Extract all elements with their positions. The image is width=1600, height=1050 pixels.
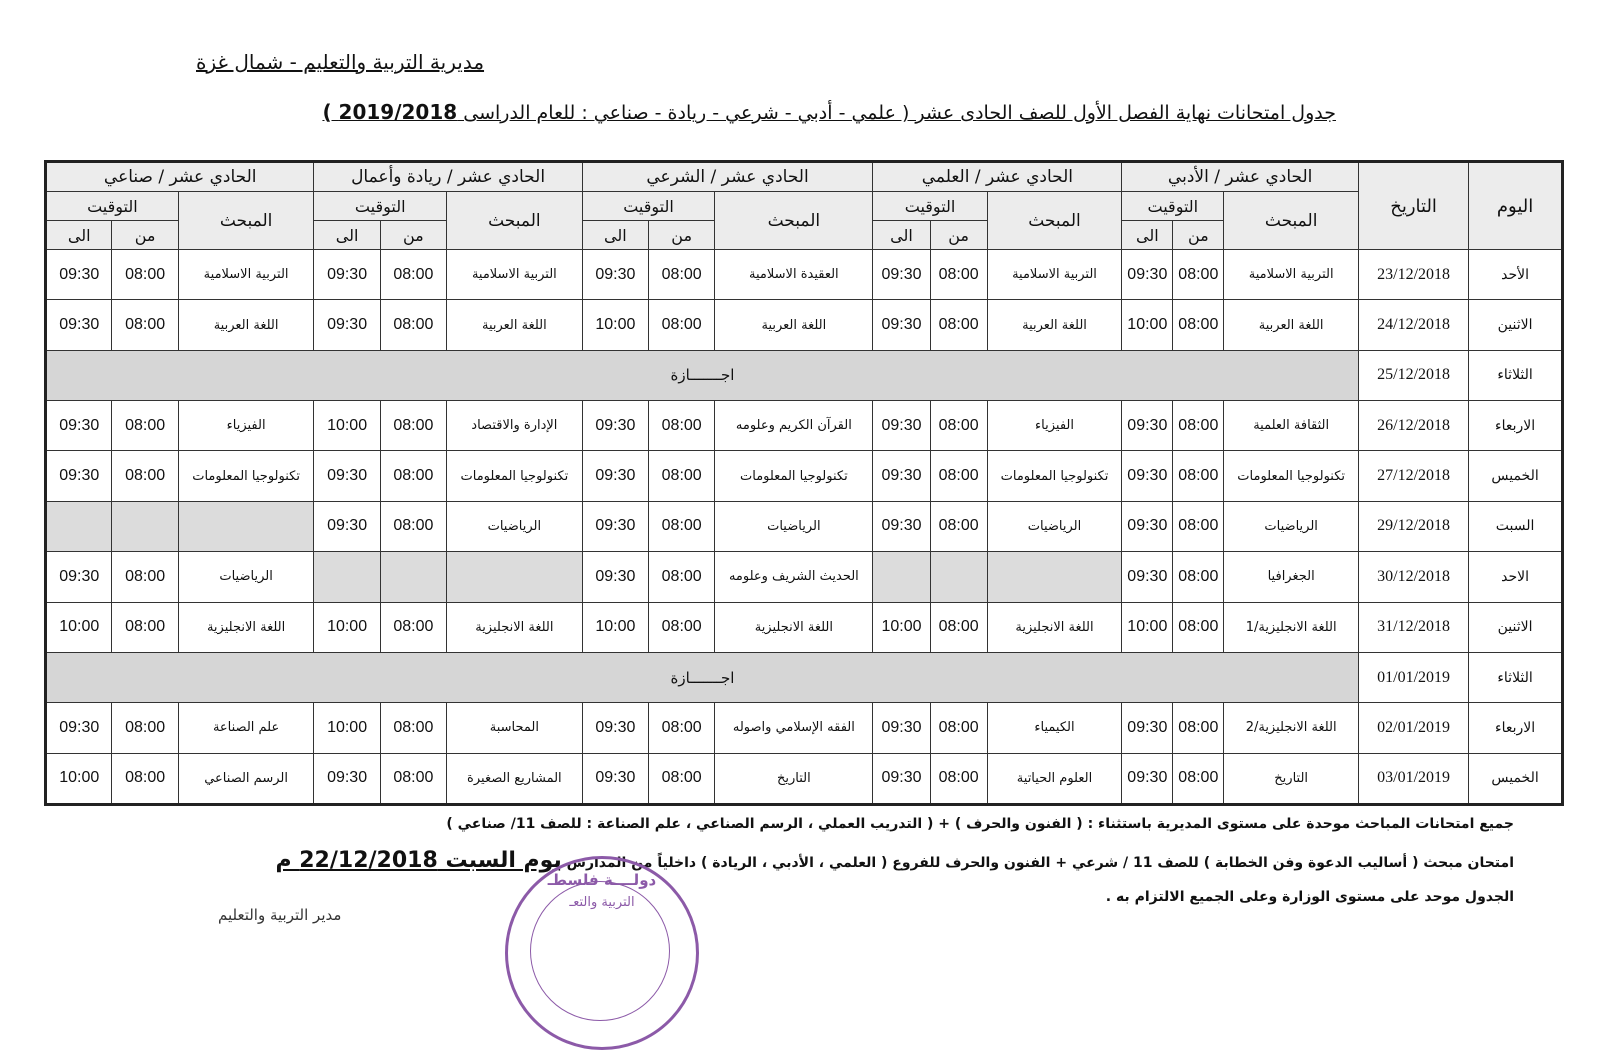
group-header: الحادي عشر / صناعي	[46, 162, 314, 192]
time-from-cell: 08:00	[930, 602, 987, 652]
subject-cell: علم الصناعة	[178, 703, 314, 753]
time-from-cell: 08:00	[380, 602, 446, 652]
to-column-header: الى	[1122, 221, 1173, 250]
subject-column-header: المبحث	[178, 192, 314, 250]
table-row	[46, 753, 1563, 804]
subject-cell: اللغة الانجليزية	[715, 602, 873, 652]
time-from-cell: 08:00	[649, 300, 715, 350]
time-to-cell: 09:30	[46, 250, 112, 300]
subject-cell: التربية الاسلامية	[447, 250, 583, 300]
directorate-header: مديرية التربية والتعليم - شمال غزة	[196, 50, 485, 74]
time-column-header: التوقيت	[46, 192, 179, 221]
table-row	[46, 501, 1563, 551]
time-to-cell: 10:00	[1122, 602, 1173, 652]
time-from-cell: 08:00	[1173, 602, 1224, 652]
subject-cell: اللغة الانجليزية	[447, 602, 583, 652]
subject-cell: المحاسبة	[447, 703, 583, 753]
time-from-cell: 08:00	[649, 602, 715, 652]
subject-cell: تكنولوجيا المعلومات	[1224, 451, 1359, 501]
table-row	[46, 451, 1563, 501]
from-column-header: من	[1173, 221, 1224, 250]
time-from-cell: 08:00	[112, 753, 178, 804]
date-cell: 25/12/2018	[1358, 350, 1468, 400]
time-to-cell: 10:00	[46, 602, 112, 652]
time-from-cell: 08:00	[930, 703, 987, 753]
time-from-cell: 08:00	[649, 451, 715, 501]
subject-cell: الرياضيات	[987, 501, 1122, 551]
empty-time-cell	[46, 501, 112, 551]
group-header: الحادي عشر / الشرعي	[582, 162, 873, 192]
header-row-subject-time	[46, 192, 1563, 221]
time-from-cell: 08:00	[930, 300, 987, 350]
subject-cell: الفيزياء	[178, 401, 314, 451]
subject-cell: الجغرافيا	[1224, 552, 1359, 602]
subject-cell: تكنولوجيا المعلومات	[447, 451, 583, 501]
from-column-header: من	[380, 221, 446, 250]
date-cell: 02/01/2019	[1358, 703, 1468, 753]
time-to-cell: 09:30	[46, 552, 112, 602]
time-column-header: التوقيت	[873, 192, 987, 221]
date-cell: 03/01/2019	[1358, 753, 1468, 804]
from-column-header: من	[930, 221, 987, 250]
academic-year: 2019/2018 )	[322, 100, 458, 124]
subject-cell: الفقه الإسلامي واصوله	[715, 703, 873, 753]
time-from-cell: 08:00	[649, 501, 715, 551]
empty-time-cell	[930, 552, 987, 602]
subject-cell: الحديث الشريف وعلومه	[715, 552, 873, 602]
table-row	[46, 350, 1563, 400]
signature-line: مدير التربية والتعليم	[218, 906, 342, 924]
time-to-cell: 09:30	[873, 401, 930, 451]
date-cell: 29/12/2018	[1358, 501, 1468, 551]
subject-cell: اللغة الانجليزية	[987, 602, 1122, 652]
empty-subject-cell	[447, 552, 583, 602]
time-to-cell: 09:30	[46, 401, 112, 451]
time-from-cell: 08:00	[1173, 250, 1224, 300]
empty-time-cell	[314, 552, 380, 602]
time-to-cell: 09:30	[314, 451, 380, 501]
time-from-cell: 08:00	[1173, 501, 1224, 551]
time-to-cell: 09:30	[873, 753, 930, 804]
title-text: جدول امتحانات نهاية الفصل الأول للصف الحادى عشر ( علمي - أدبي - شرعي - ريادة - صناعي : للعام الدراسى	[457, 102, 1336, 124]
subject-cell: تكنولوجيا المعلومات	[987, 451, 1122, 501]
time-to-cell: 09:30	[582, 250, 648, 300]
time-from-cell: 08:00	[1173, 401, 1224, 451]
footnote-commitment: الجدول موحد على مستوى الوزارة وعلى الجميع الالتزام به .	[1105, 889, 1514, 905]
date-cell: 31/12/2018	[1358, 602, 1468, 652]
time-to-cell: 09:30	[1122, 250, 1173, 300]
time-to-cell: 09:30	[314, 300, 380, 350]
time-from-cell: 08:00	[930, 250, 987, 300]
subject-cell: الرياضيات	[1224, 501, 1359, 551]
subject-cell: الرياضيات	[178, 552, 314, 602]
time-from-cell: 08:00	[380, 451, 446, 501]
time-from-cell: 08:00	[112, 401, 178, 451]
time-to-cell: 10:00	[582, 602, 648, 652]
date-cell: 23/12/2018	[1358, 250, 1468, 300]
subject-cell: الرياضيات	[447, 501, 583, 551]
subject-cell: الرياضيات	[715, 501, 873, 551]
subject-cell: الفيزياء	[987, 401, 1122, 451]
subject-cell: المشاريع الصغيرة	[447, 753, 583, 804]
empty-time-cell	[380, 552, 446, 602]
time-from-cell: 08:00	[380, 300, 446, 350]
group-header: الحادي عشر / ريادة وأعمال	[314, 162, 582, 192]
subject-cell: الثقافة العلمية	[1224, 401, 1359, 451]
subject-cell: التربية الاسلامية	[1224, 250, 1359, 300]
time-from-cell: 08:00	[112, 451, 178, 501]
time-from-cell: 08:00	[380, 401, 446, 451]
time-from-cell: 08:00	[1173, 300, 1224, 350]
time-to-cell: 09:30	[873, 300, 930, 350]
to-column-header: الى	[314, 221, 380, 250]
subject-cell: التربية الاسلامية	[178, 250, 314, 300]
time-to-cell: 09:30	[1122, 753, 1173, 804]
date-cell: 24/12/2018	[1358, 300, 1468, 350]
date-cell: 26/12/2018	[1358, 401, 1468, 451]
time-from-cell: 08:00	[380, 703, 446, 753]
date-cell: 30/12/2018	[1358, 552, 1468, 602]
day-cell: الاربعاء	[1469, 401, 1563, 451]
subject-cell: العقيدة الاسلامية	[715, 250, 873, 300]
time-from-cell: 08:00	[380, 753, 446, 804]
time-from-cell: 08:00	[380, 501, 446, 551]
time-column-header: التوقيت	[582, 192, 715, 221]
time-to-cell: 10:00	[582, 300, 648, 350]
empty-time-cell	[873, 552, 930, 602]
stamp-text: دولــــة فلسطـ	[547, 871, 657, 889]
table-row	[46, 602, 1563, 652]
footnote-internal-text: امتحان مبحث ( أساليب الدعوة وفن الخطابة ) للصف 11 / شرعي + الفنون والحرف للفروع ( العلمي ، الأدبي ، الريادة ) داخلياً من المدارس	[561, 855, 1514, 871]
time-column-header: التوقيت	[1122, 192, 1224, 221]
subject-cell: اللغة العربية	[447, 300, 583, 350]
table-row	[46, 652, 1563, 702]
subject-cell: اللغة الانجليزية/1	[1224, 602, 1359, 652]
subject-column-header: المبحث	[1224, 192, 1359, 250]
time-to-cell: 10:00	[1122, 300, 1173, 350]
subject-cell: اللغة العربية	[987, 300, 1122, 350]
time-to-cell: 09:30	[1122, 501, 1173, 551]
time-to-cell: 09:30	[314, 250, 380, 300]
subject-cell: الإدارة والاقتصاد	[447, 401, 583, 451]
holiday-cell: اجـــــــازة	[46, 350, 1359, 400]
subject-cell: تكنولوجيا المعلومات	[715, 451, 873, 501]
subject-cell: الكيمياء	[987, 703, 1122, 753]
time-to-cell: 10:00	[314, 703, 380, 753]
to-column-header: الى	[46, 221, 112, 250]
time-from-cell: 08:00	[1173, 753, 1224, 804]
time-to-cell: 09:30	[582, 401, 648, 451]
time-to-cell: 09:30	[46, 300, 112, 350]
table-row	[46, 552, 1563, 602]
date-cell: 01/01/2019	[1358, 652, 1468, 702]
table-row	[46, 703, 1563, 753]
time-from-cell: 08:00	[1173, 451, 1224, 501]
group-header: الحادي عشر / العلمي	[873, 162, 1122, 192]
subject-cell: اللغة العربية	[715, 300, 873, 350]
subject-cell: اللغة الانجليزية/2	[1224, 703, 1359, 753]
day-cell: السبت	[1469, 501, 1563, 551]
time-to-cell: 09:30	[582, 552, 648, 602]
time-from-cell: 08:00	[930, 401, 987, 451]
time-to-cell: 09:30	[873, 501, 930, 551]
footnote-internal-exams	[275, 848, 1514, 873]
holiday-cell: اجـــــــازة	[46, 652, 1359, 702]
time-to-cell: 10:00	[46, 753, 112, 804]
day-cell: الاحد	[1469, 552, 1563, 602]
schedule-title	[246, 100, 1336, 124]
time-from-cell: 08:00	[649, 703, 715, 753]
group-header: الحادي عشر / الأدبي	[1122, 162, 1359, 192]
subject-cell: الرسم الصناعي	[178, 753, 314, 804]
time-to-cell: 09:30	[46, 451, 112, 501]
footnote-internal-date: يوم السبت 22/12/2018 م	[275, 848, 562, 873]
time-from-cell: 08:00	[1173, 552, 1224, 602]
official-stamp	[505, 856, 699, 1050]
subject-cell: التربية الاسلامية	[987, 250, 1122, 300]
time-to-cell: 09:30	[314, 501, 380, 551]
col-date-header: التاريخ	[1358, 162, 1468, 250]
subject-column-header: المبحث	[447, 192, 583, 250]
day-cell: الاثنين	[1469, 300, 1563, 350]
subject-cell: القرآن الكريم وعلومه	[715, 401, 873, 451]
subject-cell: التاريخ	[1224, 753, 1359, 804]
time-to-cell: 09:30	[873, 451, 930, 501]
subject-cell: تكنولوجيا المعلومات	[178, 451, 314, 501]
time-from-cell: 08:00	[112, 552, 178, 602]
exam-schedule-table	[44, 160, 1564, 806]
time-to-cell: 09:30	[1122, 703, 1173, 753]
subject-column-header: المبحث	[987, 192, 1122, 250]
time-to-cell: 09:30	[873, 703, 930, 753]
subject-cell: التاريخ	[715, 753, 873, 804]
empty-subject-cell	[987, 552, 1122, 602]
time-from-cell: 08:00	[112, 300, 178, 350]
time-from-cell: 08:00	[380, 250, 446, 300]
col-day-header: اليوم	[1469, 162, 1563, 250]
subject-cell: العلوم الحياتية	[987, 753, 1122, 804]
day-cell: الأحد	[1469, 250, 1563, 300]
subject-cell: اللغة العربية	[1224, 300, 1359, 350]
time-from-cell: 08:00	[649, 552, 715, 602]
time-to-cell: 09:30	[582, 703, 648, 753]
to-column-header: الى	[873, 221, 930, 250]
time-to-cell: 09:30	[46, 703, 112, 753]
subject-cell: اللغة العربية	[178, 300, 314, 350]
time-to-cell: 10:00	[314, 401, 380, 451]
stamp-text-2: التربية والتعـ	[569, 895, 635, 910]
day-cell: الثلاثاء	[1469, 652, 1563, 702]
time-column-header: التوقيت	[314, 192, 447, 221]
time-to-cell: 09:30	[314, 753, 380, 804]
time-to-cell: 09:30	[1122, 401, 1173, 451]
time-from-cell: 08:00	[1173, 703, 1224, 753]
time-to-cell: 09:30	[873, 250, 930, 300]
time-from-cell: 08:00	[649, 401, 715, 451]
from-column-header: من	[649, 221, 715, 250]
empty-subject-cell	[178, 501, 314, 551]
to-column-header: الى	[582, 221, 648, 250]
subject-cell: اللغة الانجليزية	[178, 602, 314, 652]
day-cell: الثلاثاء	[1469, 350, 1563, 400]
day-cell: الخميس	[1469, 753, 1563, 804]
header-row-groups	[46, 162, 1563, 192]
date-cell: 27/12/2018	[1358, 451, 1468, 501]
time-to-cell: 09:30	[582, 753, 648, 804]
time-to-cell: 09:30	[582, 451, 648, 501]
time-to-cell: 10:00	[873, 602, 930, 652]
time-to-cell: 09:30	[582, 501, 648, 551]
time-from-cell: 08:00	[112, 703, 178, 753]
from-column-header: من	[112, 221, 178, 250]
time-from-cell: 08:00	[930, 501, 987, 551]
table-row	[46, 250, 1563, 300]
table-row	[46, 300, 1563, 350]
empty-time-cell	[112, 501, 178, 551]
subject-column-header: المبحث	[715, 192, 873, 250]
time-from-cell: 08:00	[930, 451, 987, 501]
time-from-cell: 08:00	[649, 753, 715, 804]
time-from-cell: 08:00	[649, 250, 715, 300]
time-to-cell: 09:30	[1122, 552, 1173, 602]
table-row	[46, 401, 1563, 451]
time-from-cell: 08:00	[112, 250, 178, 300]
time-from-cell: 08:00	[930, 753, 987, 804]
footnote-unified-exams: جميع امتحانات المباحث موحدة على مستوى المديرية باستثناء : ( الفنون والحرف ) + ( التدريب العملي ، الرسم الصناعي ، علم الصناعة : للصف 11/ صناعي )	[446, 816, 1514, 832]
day-cell: الاربعاء	[1469, 703, 1563, 753]
day-cell: الخميس	[1469, 451, 1563, 501]
day-cell: الاثنين	[1469, 602, 1563, 652]
time-to-cell: 10:00	[314, 602, 380, 652]
time-to-cell: 09:30	[1122, 451, 1173, 501]
time-from-cell: 08:00	[112, 602, 178, 652]
